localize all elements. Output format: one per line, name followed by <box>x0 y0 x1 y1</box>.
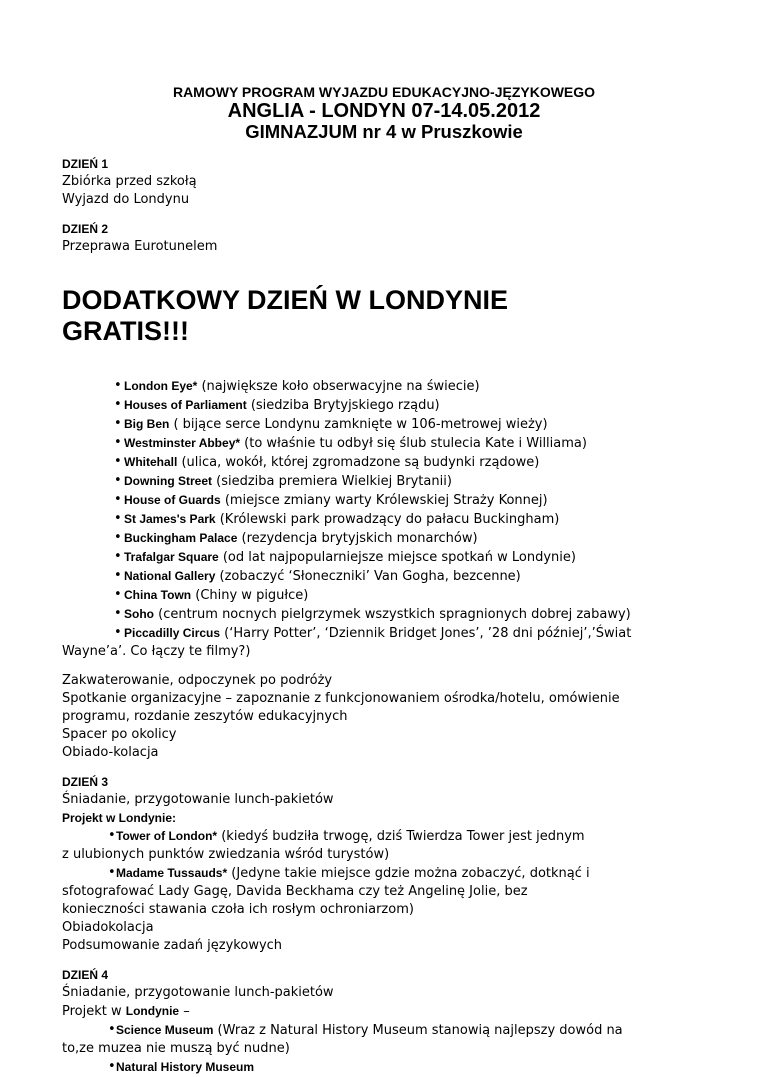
list-item: • Science Museum (Wraz z Natural History Museum stanowią najlepszy dowód na <box>62 1021 742 1040</box>
day4-label: DZIEŃ 4 <box>62 968 109 982</box>
day2-label: DZIEŃ 2 <box>62 222 109 236</box>
day3-line: Podsumowanie zadań językowych <box>62 938 283 953</box>
day2-after-line: programu, rozdanie zeszytów edukacyjnych <box>62 709 348 724</box>
day2-after-line: Spotkanie organizacyjne – zapoznanie z funkcjonowaniem ośrodka/hotelu, omówienie <box>62 691 620 706</box>
document-title: ANGLIA - LONDYN 07-14.05.2012 <box>227 100 541 122</box>
list-item: • Tower of London* (kiedyś budziła trwogę, dziś Twierdza Tower jest jednym <box>62 827 742 846</box>
document-body <box>62 155 742 1077</box>
list-item: • London Eye* (największe koło obserwacyjne na świecie) <box>62 377 742 396</box>
list-item-continuation: Wayne’a’. Co łączy te filmy?) <box>62 644 251 659</box>
list-item: • Buckingham Palace (rezydencja brytyjskich monarchów) <box>62 529 742 548</box>
day2-after-line: Zakwaterowanie, odpoczynek po podróży <box>62 673 333 688</box>
list-item: • Houses of Parliament (siedziba Brytyjskiego rządu) <box>62 396 742 415</box>
attractions-list <box>62 377 742 661</box>
list-item: • Westminster Abbey* (to właśnie tu odbył się ślub stulecia Kate i Williama) <box>62 434 742 453</box>
list-item: • Trafalgar Square (od lat najpopularniejsze miejsce spotkań w Londynie) <box>62 548 742 567</box>
list-item: • National Gallery (zobaczyć ‘Słoneczniki’ Van Gogha, bezcenne) <box>62 567 742 586</box>
list-item-continuation: z ulubionych punktów zwiedzania wśród turystów) <box>62 847 390 862</box>
day3-project-label: Projekt w Londynie: <box>62 811 177 825</box>
school-name: GIMNAZJUM nr 4 w Pruszkowie <box>245 121 523 142</box>
list-item: • St James's Park (Królewski park prowadzący do pałacu Buckingham) <box>62 510 742 529</box>
day4-project-line: Projekt w Londynie – <box>62 1004 190 1019</box>
day1-line: Wyjazd do Londynu <box>62 192 190 207</box>
list-item-continuation: sfotografować Lady Gagę, Davida Beckhama czy też Angelinę Jolie, bez <box>62 884 528 899</box>
list-item: • Madame Tussauds* (Jedyne takie miejsce gdzie można zobaczyć, dotknąć i <box>62 864 742 883</box>
list-item: • Piccadilly Circus (‘Harry Potter’, ‘Dziennik Bridget Jones’, ’28 dni później’,’Świat <box>62 624 742 643</box>
program-subtitle: RAMOWY PROGRAM WYJAZDU EDUKACYJNO-JĘZYKOWEGO <box>172 84 596 100</box>
list-item: • Natural History Museum <box>62 1058 742 1077</box>
list-item: • Soho (centrum nocnych pielgrzymek wszystkich spragnionych dobrej zabawy) <box>62 605 742 624</box>
day3-line: Śniadanie, przygotowanie lunch-pakietów <box>62 792 334 807</box>
list-item: • House of Guards (miejsce zmiany warty Królewskiej Straży Konnej) <box>62 491 742 510</box>
day3-line: Obiadokolacja <box>62 920 154 935</box>
list-item: • Whitehall (ulica, wokół, której zgromadzone są budynki rządowe) <box>62 453 742 472</box>
bonus-day-heading: DODATKOWY DZIEŃ W LONDYNIE GRATIS!!! <box>62 285 508 346</box>
day2-after-line: Obiado-kolacja <box>62 745 159 760</box>
day1-line: Zbiórka przed szkołą <box>62 174 197 189</box>
list-item: • Downing Street (siedziba premiera Wielkiej Brytanii) <box>62 472 742 491</box>
list-item-continuation: konieczności stawania czoła ich rosłym ochroniarzom) <box>62 902 414 917</box>
list-item-continuation: to,ze muzea nie muszą być nudne) <box>62 1041 290 1056</box>
day2-line: Przeprawa Eurotunelem <box>62 239 218 254</box>
day2-after-line: Spacer po okolicy <box>62 727 177 742</box>
list-item: • Big Ben ( bijące serce Londynu zamknięte w 106-metrowej wieży) <box>62 415 742 434</box>
list-item: • China Town (Chiny w pigułce) <box>62 586 742 605</box>
day1-label: DZIEŃ 1 <box>62 157 109 171</box>
day4-line: Śniadanie, przygotowanie lunch-pakietów <box>62 985 334 1000</box>
day3-label: DZIEŃ 3 <box>62 775 109 789</box>
